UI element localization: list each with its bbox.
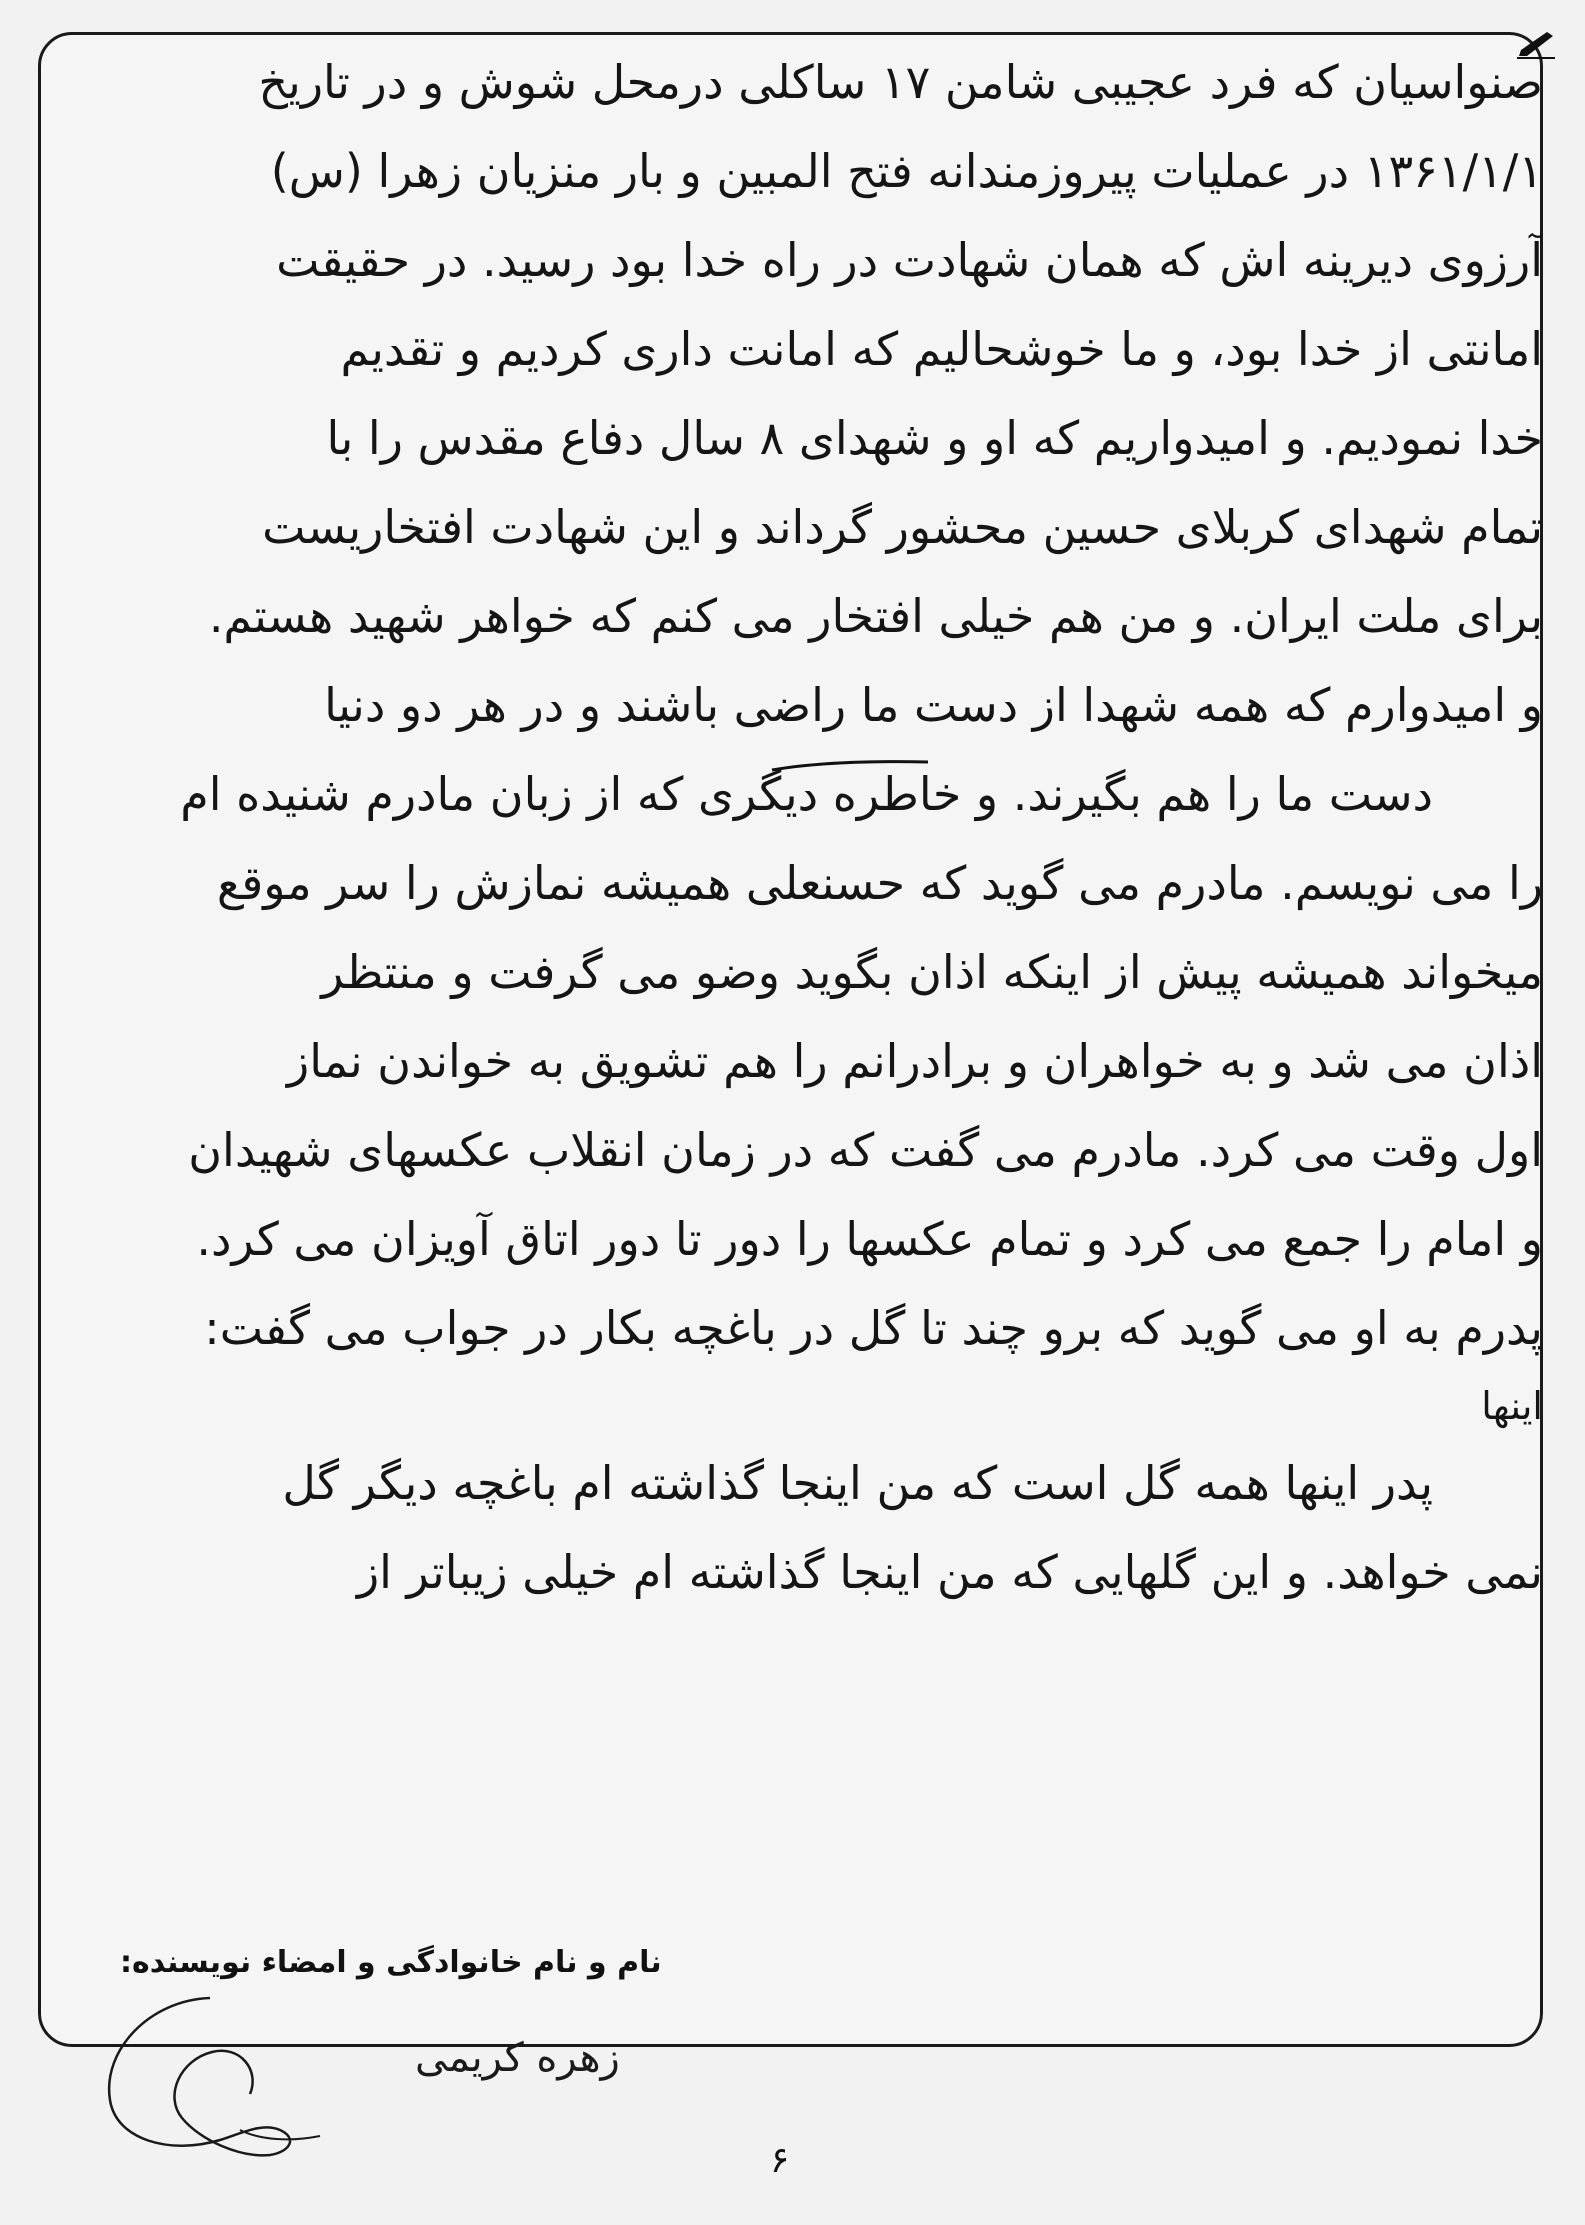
- signer-name: زهره کریمی: [415, 2035, 620, 2081]
- text-line: پدر اینها همه گل است که من اینجا گذاشته ام باغچه دیگر گل: [282, 1456, 1433, 1510]
- author-name-label: نام و نام خانوادگی و امضاء نویسنده:: [120, 1945, 662, 1980]
- text-line: خدا نمودیم. و امیدواریم که او و شهدای ۸ سال دفاع مقدس را با: [326, 411, 1543, 465]
- text-line: صنواسیان که فرد عجیبی شامن ۱۷ ساکلی درمحل شوش و در تاریخ: [258, 55, 1543, 109]
- text-line: اذان می شد و به خواهران و برادرانم را هم تشویق به خواندن نماز: [287, 1034, 1543, 1088]
- text-line: و امیدوارم که همه شهدا از دست ما راضی باشند و در هر دو دنیا: [324, 678, 1543, 732]
- text-line: را می نویسم. مادرم می گوید که حسنعلی همیشه نمازش را سر موقع: [216, 856, 1543, 910]
- page-number: ۶: [770, 2140, 790, 2181]
- text-line: پدرم به او می گوید که برو چند تا گل در باغچه بکار در جواب می گفت:: [204, 1301, 1543, 1355]
- signature: [90, 1990, 330, 2165]
- text-line: نمی خواهد. و این گلهایی که من اینجا گذاشته ام خیلی زیباتر از: [356, 1545, 1543, 1599]
- underline-stroke: [770, 758, 930, 772]
- text-line: اینها: [1481, 1384, 1543, 1428]
- text-line: برای ملت ایران. و من هم خیلی افتخار می کنم که خواهر شهید هستم.: [208, 589, 1543, 643]
- text-line: ۱۳۶۱/۱/۱ در عملیات پیروزمندانه فتح المبین و بار منزیان زهرا (س): [270, 144, 1543, 198]
- text-line: و امام را جمع می کرد و تمام عکسها را دور تا دور اتاق آویزان می کرد.: [196, 1212, 1543, 1266]
- handwritten-text: [50, 38, 1543, 1617]
- text-line: امانتی از خدا بود، و ما خوشحالیم که امانت داری کردیم و تقدیم: [340, 322, 1543, 376]
- text-line: اول وقت می کرد. مادرم می گفت که در زمان انقلاب عکسهای شهیدان: [188, 1123, 1543, 1177]
- text-line: دست ما را هم بگیرند. و خاطره دیگری که از زبان مادرم شنیده ام: [180, 767, 1433, 821]
- text-line: تمام شهدای کربلای حسین محشور گرداند و این شهادت افتخاریست: [262, 500, 1543, 554]
- text-line: میخواند همیشه پیش از اینکه اذان بگوید وضو می گرفت و منتظر: [321, 945, 1543, 999]
- text-line: آرزوی دیرینه اش که همان شهادت در راه خدا بود رسید. در حقیقت: [276, 233, 1543, 287]
